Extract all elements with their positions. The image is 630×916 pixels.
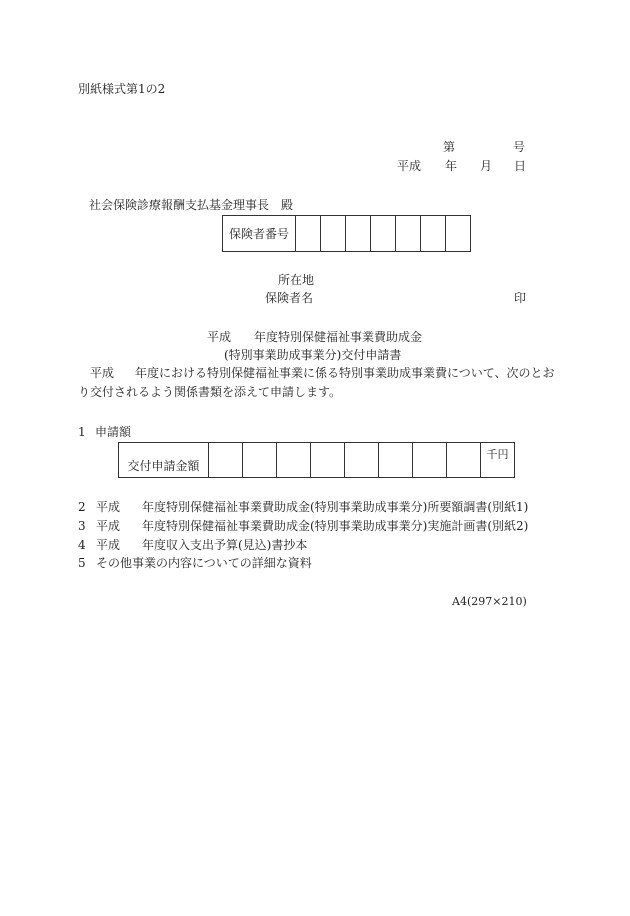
title-era: 平成 <box>207 330 232 344</box>
item-text: 年度特別保健福祉事業費助成金(特別事業助成事業分)実施計画書(別紙2) <box>142 519 529 533</box>
insurer-number-label: 保険者番号 <box>223 216 296 252</box>
insurer-number-cell[interactable] <box>446 216 471 252</box>
address-label: 所在地 <box>278 273 315 287</box>
amount-cell[interactable] <box>379 443 413 478</box>
item-text: 年度収入支出予算(見込)書抄本 <box>142 538 308 552</box>
amount-cell[interactable] <box>345 443 379 478</box>
item-text: その他事業の内容についての詳細な資料 <box>96 556 312 570</box>
date-era: 平成 <box>397 159 422 173</box>
amount-table <box>118 442 515 478</box>
date-year: 年 <box>445 159 458 173</box>
section1-label: 申請額 <box>95 425 132 439</box>
insurer-number-cell[interactable] <box>371 216 396 252</box>
insurer-name-label: 保険者名 <box>265 291 314 305</box>
paper-size: A4(297×210) <box>452 595 527 608</box>
insurer-number-table <box>222 215 471 252</box>
number-suffix: 号 <box>513 140 526 154</box>
amount-cell[interactable] <box>209 443 243 478</box>
body-line1: 年度における特別保健福祉事業に係る特別事業助成事業費について、次のとお <box>135 366 555 380</box>
insurer-number-cell[interactable] <box>421 216 446 252</box>
item-era: 平成 <box>96 500 121 514</box>
item-era: 平成 <box>96 538 121 552</box>
item-number: 3 <box>78 519 86 533</box>
amount-cell[interactable] <box>311 443 345 478</box>
seal-mark: 印 <box>514 291 527 305</box>
addressee: 社会保険診療報酬支払基金理事長 殿 <box>89 198 294 212</box>
body-line2: り交付されるよう関係書類を添えて申請します。 <box>78 385 342 399</box>
item-number: 2 <box>78 500 86 514</box>
date-month: 月 <box>480 159 493 173</box>
title-line1: 年度特別保健福祉事業費助成金 <box>254 330 423 344</box>
item-number: 5 <box>78 556 86 570</box>
insurer-number-cell[interactable] <box>296 216 321 252</box>
item-number: 4 <box>78 538 86 552</box>
amount-unit: 千円 <box>481 443 515 478</box>
section1-number: 1 <box>78 425 86 439</box>
date-day: 日 <box>514 159 527 173</box>
amount-label: 交付申請金額 <box>119 443 209 478</box>
number-prefix: 第 <box>443 140 456 154</box>
item-text: 年度特別保健福祉事業費助成金(特別事業助成事業分)所要額調書(別紙1) <box>142 500 529 514</box>
amount-cell[interactable] <box>243 443 277 478</box>
insurer-number-cell[interactable] <box>396 216 421 252</box>
body-era: 平成 <box>90 366 115 380</box>
amount-cell[interactable] <box>277 443 311 478</box>
amount-cell[interactable] <box>447 443 481 478</box>
form-id: 別紙様式第1の2 <box>78 82 166 96</box>
insurer-number-cell[interactable] <box>346 216 371 252</box>
item-era: 平成 <box>96 519 121 533</box>
insurer-number-cell[interactable] <box>321 216 346 252</box>
title-line2: (特別事業助成事業分)交付申請書 <box>224 348 402 362</box>
amount-cell[interactable] <box>413 443 447 478</box>
